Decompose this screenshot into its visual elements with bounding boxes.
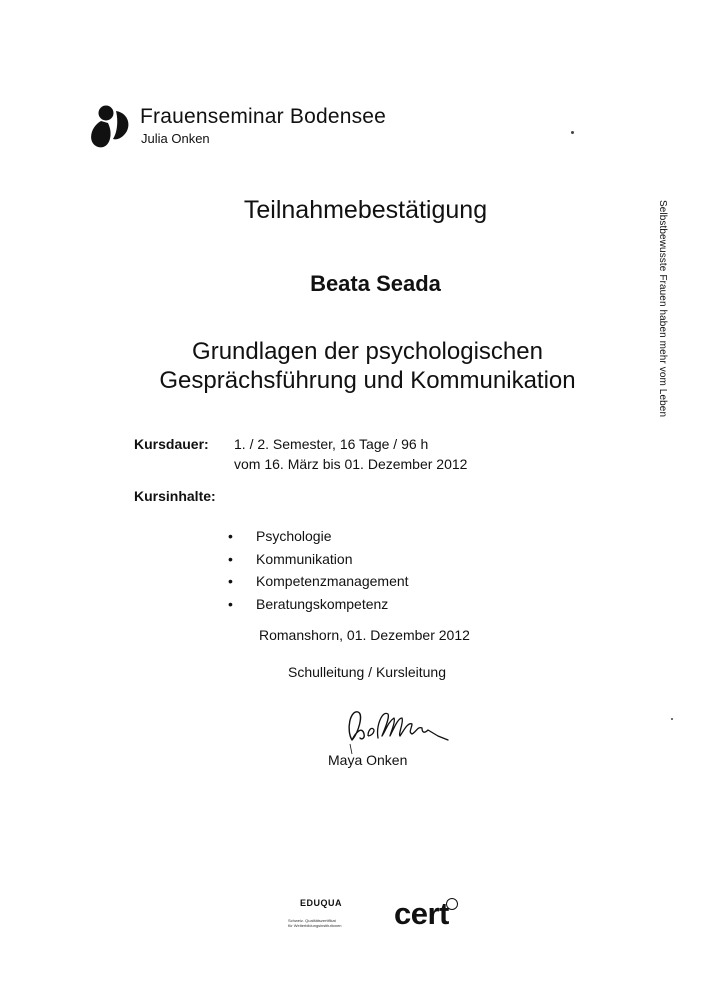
- duration-value-line-2: vom 16. März bis 01. Dezember 2012: [234, 456, 468, 472]
- cert-registered-icon: [446, 898, 458, 910]
- document-title: Teilnahmebestätigung: [243, 196, 488, 224]
- duration-value-line-1: 1. / 2. Semester, 16 Tage / 96 h: [234, 436, 429, 452]
- list-item-label: Beratungskompetenz: [256, 595, 389, 612]
- contents-label: Kursinhalte:: [134, 488, 216, 504]
- list-item: [228, 527, 409, 550]
- vertical-slogan: Selbstbewusste Frauen haben mehr vom Leben: [657, 200, 668, 418]
- duration-label: Kursdauer:: [134, 436, 209, 452]
- place-and-date: Romanshorn, 01. Dezember 2012: [259, 627, 470, 643]
- list-item: [228, 572, 409, 595]
- bullet-icon: •: [228, 595, 233, 612]
- contents-list: [228, 527, 409, 617]
- list-item-label: Kompetenzmanagement: [256, 573, 409, 589]
- bullet-icon: •: [228, 550, 233, 567]
- organization-subtitle: Julia Onken: [141, 131, 210, 146]
- list-item-label: Kommunikation: [256, 550, 353, 567]
- eduqua-logo-subtext-1: Schweiz. Qualitätszertifikat: [288, 918, 336, 923]
- bullet-icon: •: [228, 573, 233, 589]
- handwritten-signature: [338, 700, 458, 756]
- scan-speckle: [671, 718, 673, 720]
- list-item: [228, 550, 409, 573]
- organization-name: Frauenseminar Bodensee: [140, 105, 387, 128]
- bullet-icon: •: [228, 528, 233, 544]
- signer-name: Maya Onken: [328, 752, 408, 768]
- signatory-role: Schulleitung / Kursleitung: [288, 664, 446, 680]
- list-item: [228, 595, 409, 618]
- cert-logo: cert: [394, 896, 449, 931]
- scan-speckle: [571, 131, 574, 134]
- participant-name: Beata Seada: [310, 271, 441, 296]
- list-item-label: Psychologie: [256, 528, 332, 544]
- course-title-line-1: Grundlagen der psychologischen: [192, 338, 543, 365]
- eduqua-logo-text: EDUQUA: [300, 898, 343, 908]
- eduqua-logo-subtext-2: für Weiterbildungsinstitutionen: [288, 923, 342, 928]
- eduqua-logo: [286, 896, 366, 936]
- course-title-line-2: Gesprächsführung und Kommunikation: [159, 367, 576, 394]
- frauenseminar-logo-icon: [84, 103, 136, 149]
